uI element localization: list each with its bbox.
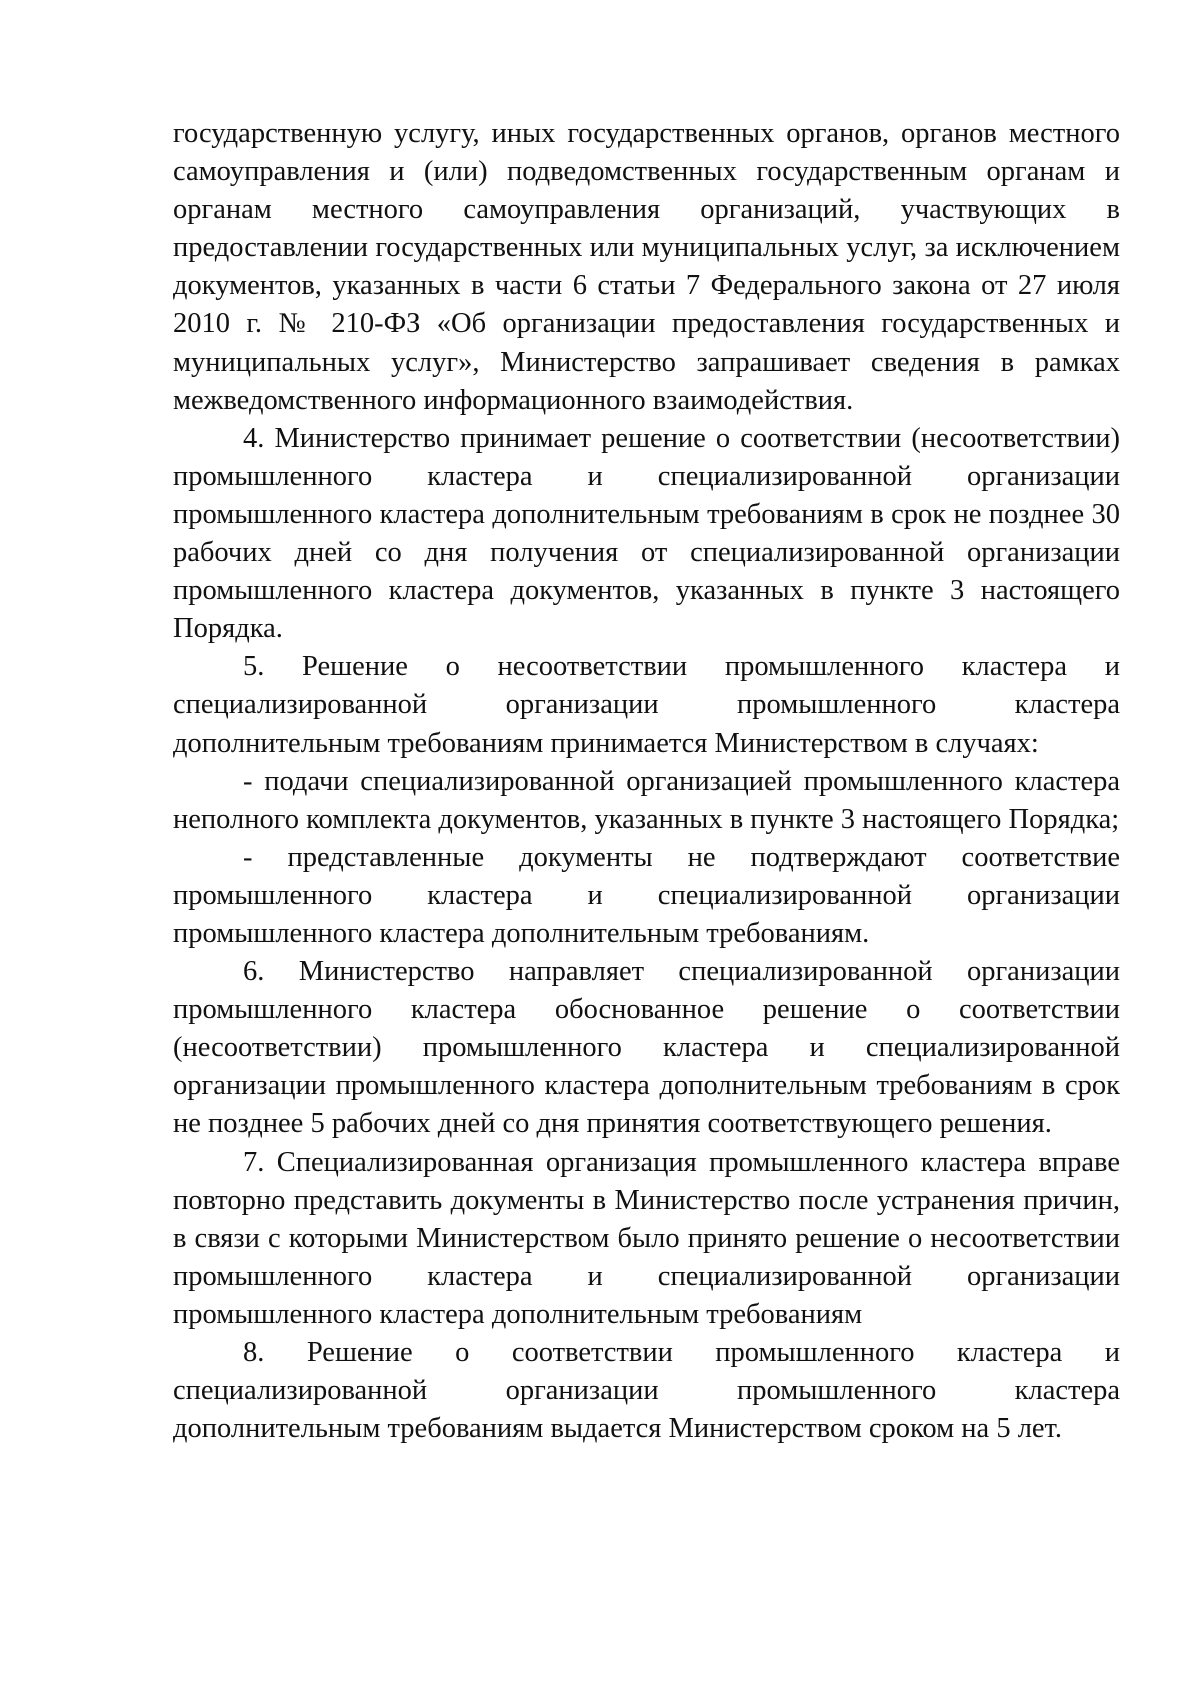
paragraph-item-6: 6. Министерство направляет специализированной организации промышленного кластера обоснованное решение о соответствии (несоответствии) промышленного кластера и специализированной организации промышленного кластера дополнительным требованиям в срок не позднее 5 рабочих дней со дня принятия соответствующего решения.: [173, 956, 1120, 1140]
paragraph-item-8: 8. Решение о соответствии промышленного кластера и специализированной организации промышленного кластера дополнительным требованиям выдается Министерством сроком на 5 лет.: [173, 1337, 1120, 1445]
document-body: [173, 115, 1120, 1448]
paragraph-subitem-not-confirmed: - представленные документы не подтверждают соответствие промышленного кластера и специализированной организации промышленного кластера дополнительным требованиям.: [173, 841, 1120, 949]
paragraph-item-7: 7. Специализированная организация промышленного кластера вправе повторно представить документы в Министерство после устранения причин, в связи с которыми Министерством было принято решение о несоответствии промышленного кластера и специализированной организации промышленного кластера дополнительным требованиям: [173, 1146, 1120, 1330]
paragraph-item-4: 4. Министерство принимает решение о соответствии (несоответствии) промышленного кластера и специализированной организации промышленного кластера дополнительным требованиям в срок не позднее 30 рабочих дней со дня получения от специализированной организации промышленного кластера документов, указанных в пункте 3 настоящего Порядка.: [173, 422, 1120, 645]
paragraph-item-5: 5. Решение о несоответствии промышленного кластера и специализированной организации промышленного кластера дополнительным требованиям принимается Министерством в случаях:: [173, 651, 1120, 759]
paragraph-continuation: государственную услугу, иных государственных органов, органов местного самоуправления и (или) подведомственных государственным органам и органам местного самоуправления организаций, участвующих в предоставлении государственных или муниципальных услуг, за исключением документов, указанных в части 6 статьи 7 Федерального закона от 27 июля 2010 г. № 210-ФЗ «Об организации предоставления государственных и муниципальных услуг», Министерство запрашивает сведения в рамках межведомственного информационного взаимодействия.: [173, 118, 1120, 416]
paragraph-subitem-incomplete-documents: - подачи специализированной организацией промышленного кластера неполного комплекта документов, указанных в пункте 3 настоящего Порядка;: [173, 765, 1120, 835]
